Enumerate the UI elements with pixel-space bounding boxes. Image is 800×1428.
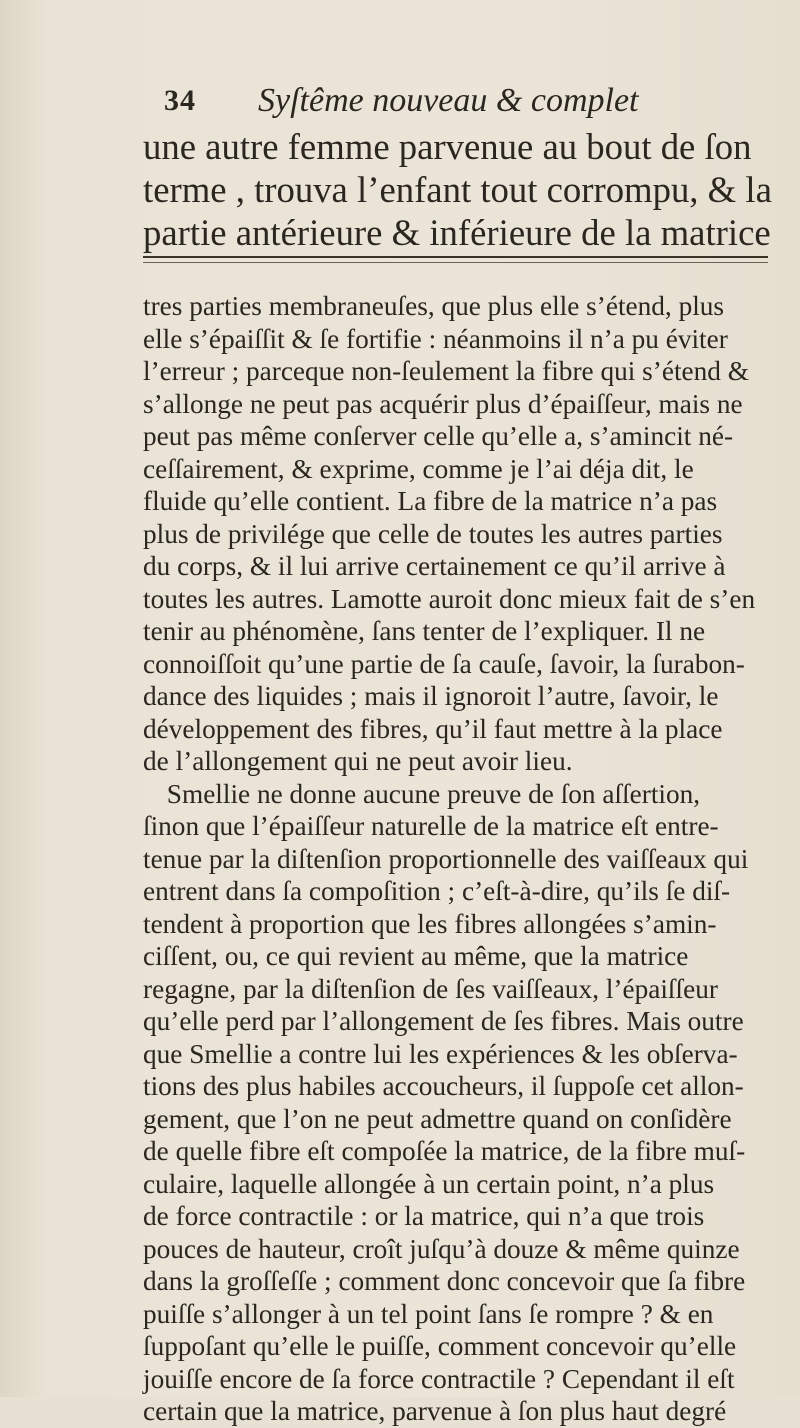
text-line: ciſſent, ou, ce qui revient au même, que la matrice bbox=[143, 940, 689, 971]
text-line: l’erreur ; parceque non-ſeulement la fibre qui s’étend & bbox=[143, 355, 749, 386]
text-line: tenue par la diſtenſion proportionnelle des vaiſſeaux qui bbox=[143, 842, 749, 874]
text-line: Smellie ne donne aucune preuve de ſon aſſertion, bbox=[166, 777, 701, 809]
text-line: peut pas même conſerver celle qu’elle a, s’amincit né- bbox=[143, 420, 734, 451]
top-text-block bbox=[143, 126, 783, 255]
text-line: de l’allongement qui ne peut avoir lieu. bbox=[143, 745, 573, 776]
text-line: développement des fibres, qu’il faut mettre à la place bbox=[143, 712, 723, 744]
divider-rule bbox=[143, 256, 768, 258]
text-line: tions des plus habiles accoucheurs, il ſuppoſe cet allon- bbox=[143, 1070, 744, 1101]
text-line: toutes les autres. Lamotte auroit donc mieux fait de s’en bbox=[143, 582, 756, 614]
body-text-block bbox=[143, 290, 783, 1428]
text-line: de quelle fibre eſt compoſée la matrice, de la fibre muſ- bbox=[143, 1135, 746, 1166]
text-line: qu’elle perd par l’allongement de ſes fibres. Mais outre bbox=[143, 1005, 744, 1036]
text-line: connoiſſoit qu’une partie de ſa cauſe, ſavoir, la ſurabon- bbox=[143, 647, 745, 679]
text-line: gement, que l’on ne peut admettre quand on conſidère bbox=[143, 1102, 732, 1134]
text-line: puiſſe s’allonger à un tel point ſans ſe rompre ? & en bbox=[143, 1297, 714, 1329]
text-line: une autre femme parvenue au bout de ſon bbox=[143, 127, 752, 168]
text-line: dans la groſſeſſe ; comment donc concevoir que ſa fibre bbox=[143, 1265, 746, 1296]
text-line: tenir au phénomène, ſans tenter de l’expliquer. Il ne bbox=[143, 615, 706, 646]
text-line: certain que la matrice, parvenue à ſon plus haut degré bbox=[143, 1395, 727, 1426]
running-title: Syſtême nouveau & complet bbox=[258, 82, 639, 119]
text-line: s’allonge ne peut pas acquérir plus d’épaiſſeur, mais ne bbox=[143, 387, 743, 419]
text-line: terme , trouva l’enfant tout corrompu, & la bbox=[143, 170, 772, 211]
text-line: ceſſairement, & exprime, comme je l’ai déja dit, le bbox=[143, 452, 694, 484]
text-line: que Smellie a contre lui les expériences & les obſerva- bbox=[143, 1037, 738, 1069]
page-number: 34 bbox=[164, 84, 196, 117]
text-line: tres parties membraneuſes, que plus elle s’étend, plus bbox=[143, 290, 725, 321]
text-line: elle s’épaiſſit & ſe fortifie : néanmoins il n’a pu éviter bbox=[143, 322, 728, 354]
text-line: fluide qu’elle contient. La fibre de la matrice n’a pas bbox=[143, 485, 718, 516]
running-header bbox=[158, 78, 758, 128]
text-line: du corps, & il lui arrive certainement ce qu’il arrive à bbox=[143, 550, 726, 581]
text-line: jouiſſe encore de ſa force contractile ? Cependant il eſt bbox=[143, 1362, 735, 1394]
text-line: ſuppoſant qu’elle le puiſſe, comment concevoir qu’elle bbox=[143, 1330, 737, 1361]
text-line: partie antérieure & inférieure de la matrice bbox=[143, 213, 771, 254]
text-line: tendent à proportion que les fibres allongées s’amin- bbox=[143, 907, 717, 939]
text-line: plus de privilége que celle de toutes les autres parties bbox=[143, 517, 723, 549]
text-line: pouces de hauteur, croît juſqu’à douze & même quinze bbox=[143, 1232, 740, 1264]
text-line: entrent dans ſa compoſition ; c’eſt-à-dire, qu’ils ſe diſ- bbox=[143, 875, 731, 906]
text-line: de force contractile : or la matrice, qui n’a que trois bbox=[143, 1200, 705, 1231]
text-line: regagne, par la diſtenſion de ſes vaiſſeaux, l’épaiſſeur bbox=[143, 972, 718, 1004]
text-line: ſinon que l’épaiſſeur naturelle de la matrice eſt entre- bbox=[143, 810, 719, 841]
divider-rule-thin bbox=[143, 262, 768, 263]
text-line: culaire, laquelle allongée à un certain point, n’a plus bbox=[143, 1167, 715, 1199]
text-line: dance des liquides ; mais il ignoroit l’autre, ſavoir, le bbox=[143, 680, 719, 711]
